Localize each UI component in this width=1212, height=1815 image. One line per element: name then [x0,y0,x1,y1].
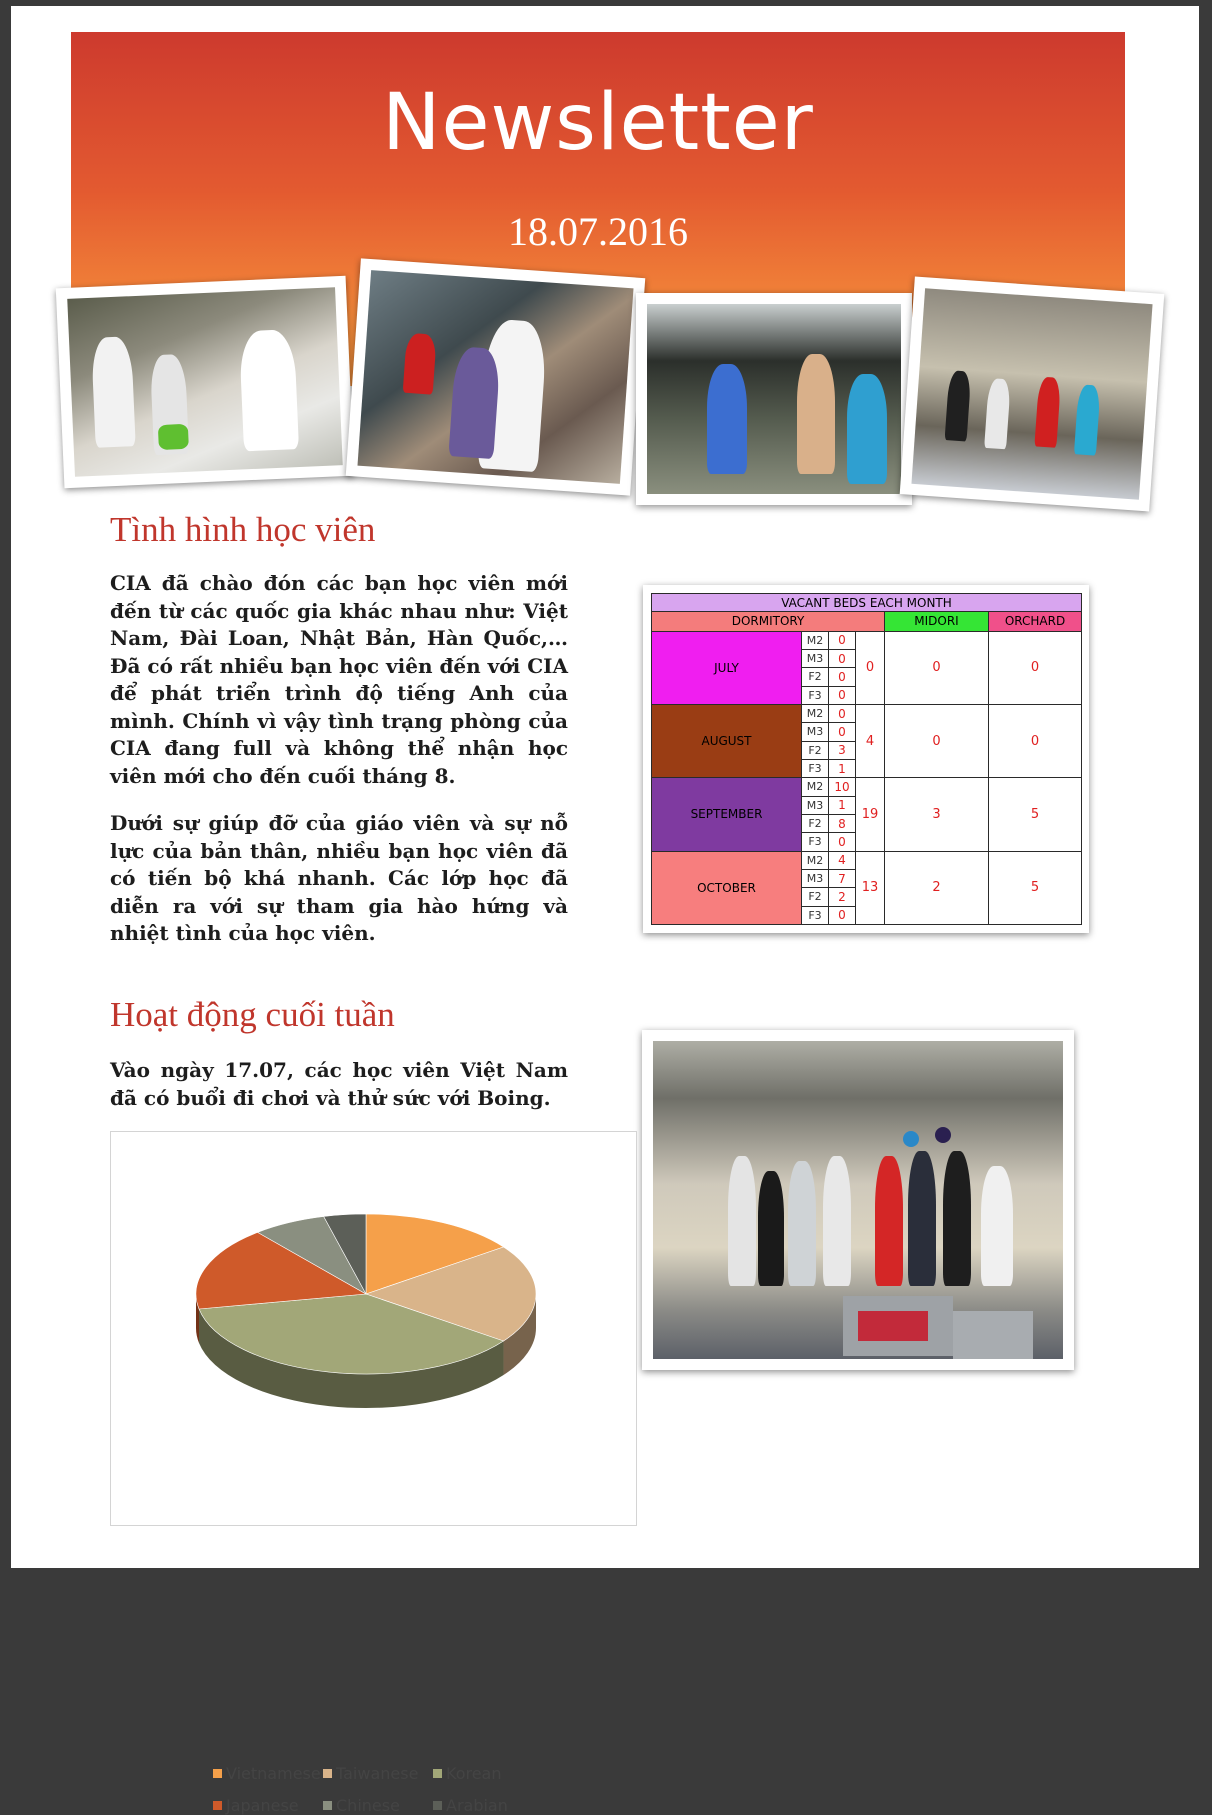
newsletter-date: 18.07.2016 [508,209,688,254]
legend-swatch [213,1769,222,1778]
room-vacancy-cell: 1 [829,759,856,777]
legend-label: Chinese [336,1796,400,1815]
legend-swatch [433,1769,442,1778]
room-type-cell: M3 [802,723,829,741]
legend-swatch [323,1769,332,1778]
photo-food-prep [56,276,354,488]
room-vacancy-cell: 0 [829,650,856,668]
nationality-pie-chart [110,1131,637,1815]
orchard-cell: 5 [989,778,1082,851]
legend-swatch [433,1801,442,1810]
dormitory-total-cell: 13 [856,851,885,924]
legend-item-japanese [213,1796,299,1815]
room-vacancy-cell: 8 [829,814,856,832]
legend-item-korean [433,1764,502,1783]
photo-community-visit [346,258,646,495]
col-header-midori: MIDORI [885,612,989,631]
room-type-cell: F3 [802,759,829,777]
room-vacancy-cell: 0 [829,686,856,704]
room-type-cell: M2 [802,778,829,796]
col-header-orchard: ORCHARD [989,612,1082,631]
room-vacancy-cell: 0 [829,704,856,722]
table-row [652,851,1082,869]
room-vacancy-cell: 0 [829,723,856,741]
room-vacancy-cell: 1 [829,796,856,814]
room-type-cell: M2 [802,631,829,649]
photo-bowling-group-large [642,1030,1074,1370]
weekend-paragraph: Vào ngày 17.07, các học viên Việt Nam đã có buổi đi chơi và thử sức với Boing. [110,1058,568,1110]
table-body [652,631,1082,924]
pie-chart-svg [111,1132,636,1432]
room-type-cell: F3 [802,906,829,924]
legend-swatch [213,1801,222,1810]
room-type-cell: F3 [802,686,829,704]
orchard-cell: 0 [989,704,1082,777]
table-title: VACANT BEDS EACH MONTH [652,594,1082,612]
legend-item-chinese [323,1796,400,1815]
legend-label: Korean [446,1764,502,1783]
room-vacancy-cell: 0 [829,631,856,649]
midori-cell: 2 [885,851,989,924]
room-vacancy-cell: 4 [829,851,856,869]
photo-bowling-group-small [900,277,1165,512]
legend-label: Arabian [446,1796,508,1815]
midori-cell: 0 [885,704,989,777]
month-cell-october: OCTOBER [652,851,802,924]
dormitory-total-cell: 0 [856,631,885,704]
room-vacancy-cell: 2 [829,888,856,906]
room-type-cell: F2 [802,888,829,906]
legend-item-taiwanese [323,1764,418,1783]
legend-item-vietnamese [213,1764,321,1783]
room-type-cell: M3 [802,650,829,668]
midori-cell: 3 [885,778,989,851]
vacant-beds-table-card [643,585,1089,933]
section-heading-weekend: Hoạt động cuối tuần [110,995,395,1034]
section-heading-students: Tình hình học viên [110,510,376,549]
table-row [652,631,1082,649]
month-cell-august: AUGUST [652,704,802,777]
students-paragraph-2: Dưới sự giúp đỡ của giáo viên và sự nỗ lực của bản thân, nhiều bạn học viên đã có tiến bộ khá nhanh. Các lớp học đã diễn ra với sự tham gia hào hứng và nhiệt tình của học viên. [110,811,568,945]
room-vacancy-cell: 3 [829,741,856,759]
orchard-cell: 5 [989,851,1082,924]
room-type-cell: F2 [802,814,829,832]
col-header-dormitory: DORMITORY [652,612,885,631]
room-vacancy-cell: 0 [829,833,856,851]
month-cell-september: SEPTEMBER [652,778,802,851]
table-row [652,704,1082,722]
students-paragraph-1: CIA đã chào đón các bạn học viên mới đến từ các quốc gia khác nhau như: Việt Nam, Đài Loan, Nhật Bản, Hàn Quốc,… Đã có rất nhiều bạn học viên đến với CIA để phát triển trình độ tiếng Anh của mình. Chính vì vậy tình trạng phòng của CIA đang full và không thể nhận học viên mới cho đến cuối tháng 8. [110,571,568,788]
photo-party-night [636,293,912,505]
newsletter-title: Newsletter [382,78,814,168]
dormitory-total-cell: 4 [856,704,885,777]
room-type-cell: M2 [802,851,829,869]
room-type-cell: F2 [802,741,829,759]
room-type-cell: M2 [802,704,829,722]
room-vacancy-cell: 0 [829,668,856,686]
room-type-cell: M3 [802,796,829,814]
room-type-cell: M3 [802,869,829,887]
legend-label: Japanese [226,1796,299,1815]
room-type-cell: F2 [802,668,829,686]
dormitory-total-cell: 19 [856,778,885,851]
vacant-beds-table [651,593,1082,925]
room-vacancy-cell: 7 [829,869,856,887]
room-vacancy-cell: 0 [829,906,856,924]
legend-label: Taiwanese [336,1764,419,1783]
room-type-cell: F3 [802,833,829,851]
month-cell-july: JULY [652,631,802,704]
room-vacancy-cell: 10 [829,778,856,796]
orchard-cell: 0 [989,631,1082,704]
legend-label: Vietnamese [226,1764,321,1783]
table-row [652,778,1082,796]
legend-swatch [323,1801,332,1810]
legend-item-arabian [433,1796,508,1815]
midori-cell: 0 [885,631,989,704]
